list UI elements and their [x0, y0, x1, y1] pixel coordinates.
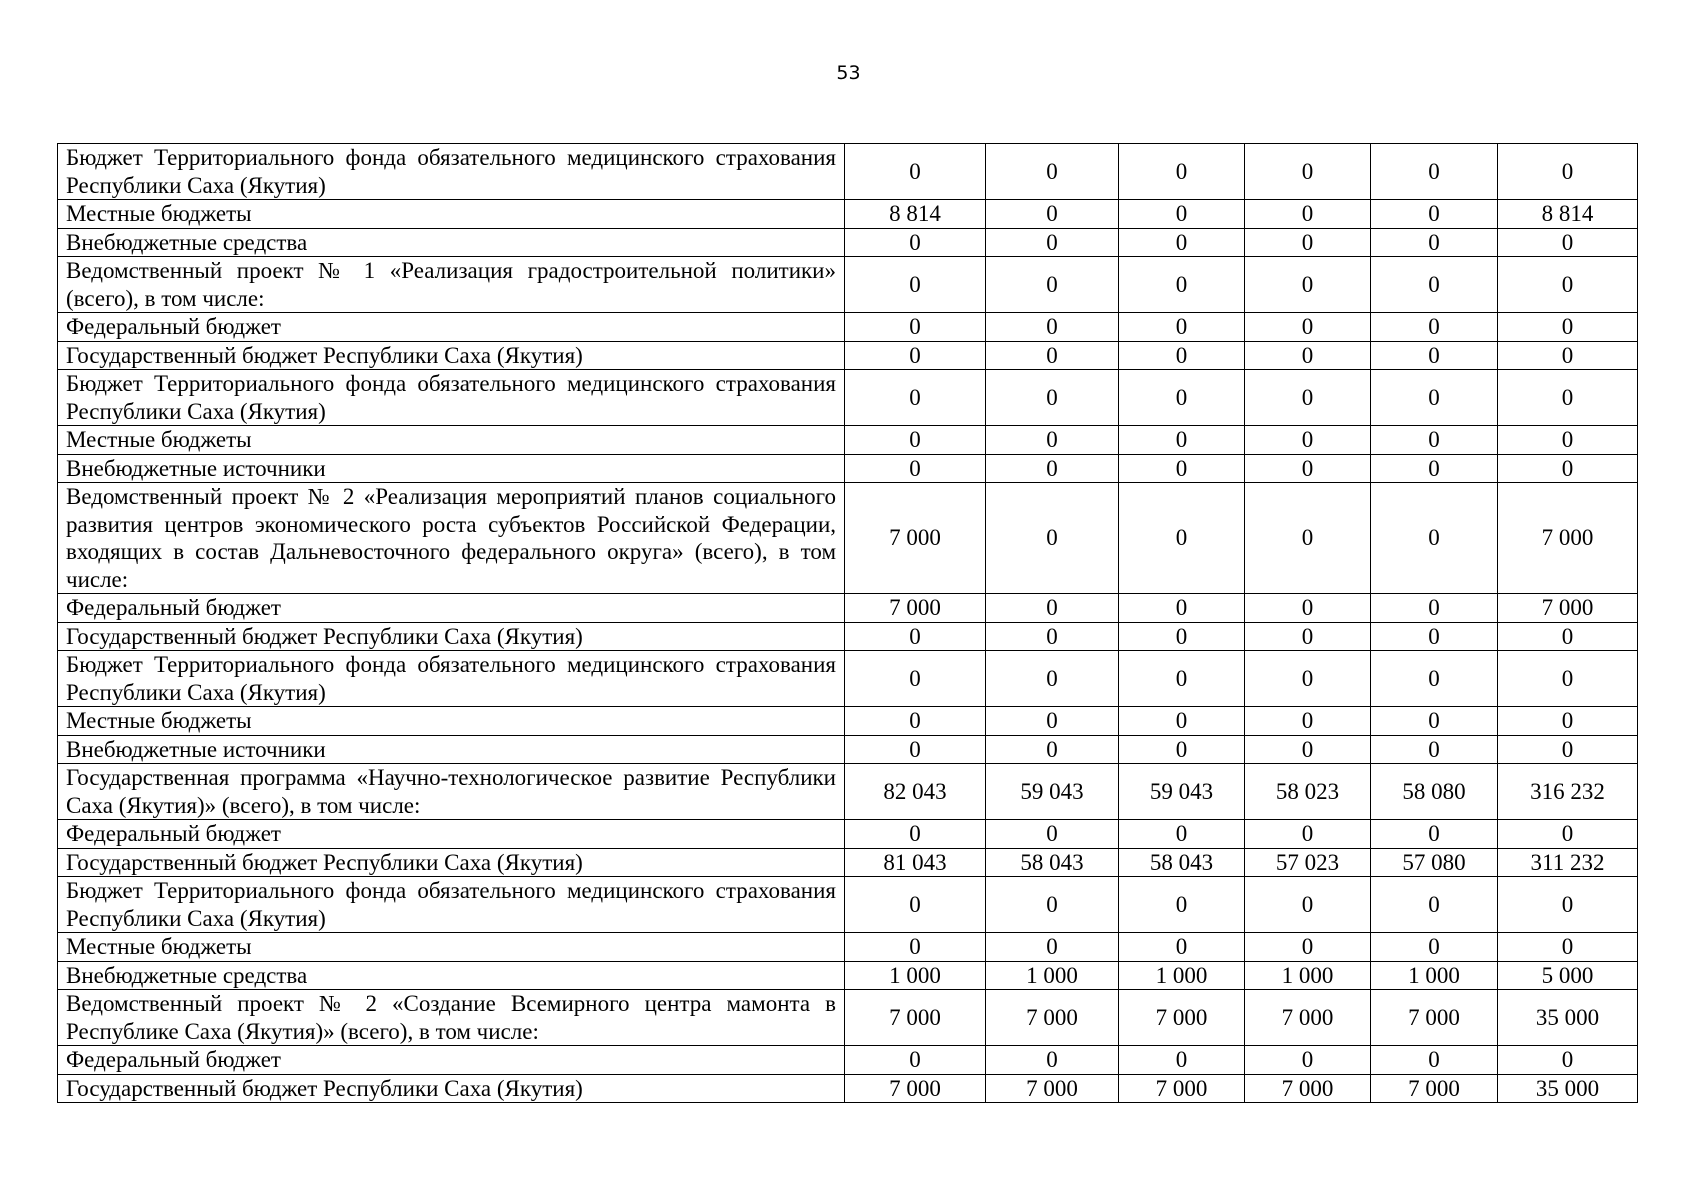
value-cell: 7 000 — [1371, 990, 1498, 1046]
row-label: Ведомственный проект № 1 «Реализация градостроительной политики» (всего), в том числе: — [58, 257, 845, 313]
value-cell: 1 000 — [845, 961, 986, 990]
value-cell: 0 — [845, 228, 986, 257]
value-cell: 0 — [986, 1046, 1119, 1075]
value-cell: 7 000 — [1119, 1074, 1245, 1103]
row-label: Бюджет Территориального фонда обязательного медицинского страхования Республики Саха (Якутия) — [58, 370, 845, 426]
value-cell: 0 — [1245, 1046, 1371, 1075]
value-cell: 0 — [1119, 483, 1245, 594]
value-cell: 0 — [986, 735, 1119, 764]
value-cell: 0 — [845, 144, 986, 200]
value-cell: 0 — [1245, 594, 1371, 623]
value-cell: 0 — [986, 651, 1119, 707]
table-body — [58, 144, 1638, 1103]
value-cell: 0 — [845, 933, 986, 962]
value-cell: 0 — [1245, 257, 1371, 313]
value-cell: 0 — [986, 426, 1119, 455]
value-cell: 0 — [1119, 228, 1245, 257]
value-cell: 311 232 — [1498, 848, 1638, 877]
value-cell: 81 043 — [845, 848, 986, 877]
table-row — [58, 961, 1638, 990]
row-label: Внебюджетные источники — [58, 454, 845, 483]
value-cell: 7 000 — [845, 1074, 986, 1103]
table-row — [58, 622, 1638, 651]
value-cell: 0 — [1119, 144, 1245, 200]
value-cell: 0 — [845, 341, 986, 370]
table-row — [58, 651, 1638, 707]
row-label: Местные бюджеты — [58, 426, 845, 455]
value-cell: 0 — [1371, 313, 1498, 342]
value-cell: 0 — [1498, 707, 1638, 736]
value-cell: 7 000 — [986, 1074, 1119, 1103]
value-cell: 0 — [1245, 144, 1371, 200]
table-row — [58, 1046, 1638, 1075]
value-cell: 0 — [1371, 735, 1498, 764]
table-row — [58, 820, 1638, 849]
value-cell: 0 — [1119, 877, 1245, 933]
value-cell: 0 — [986, 820, 1119, 849]
value-cell: 0 — [1498, 622, 1638, 651]
value-cell: 1 000 — [1245, 961, 1371, 990]
page-number: 53 — [836, 62, 861, 84]
value-cell: 0 — [845, 426, 986, 455]
table-row — [58, 426, 1638, 455]
value-cell: 0 — [1119, 820, 1245, 849]
value-cell: 0 — [845, 454, 986, 483]
value-cell: 0 — [1498, 370, 1638, 426]
value-cell: 0 — [1119, 313, 1245, 342]
row-label: Федеральный бюджет — [58, 820, 845, 849]
value-cell: 0 — [845, 313, 986, 342]
table-row — [58, 228, 1638, 257]
table-row — [58, 707, 1638, 736]
value-cell: 7 000 — [1245, 1074, 1371, 1103]
value-cell: 0 — [986, 144, 1119, 200]
value-cell: 0 — [1498, 144, 1638, 200]
row-label: Федеральный бюджет — [58, 594, 845, 623]
value-cell: 7 000 — [845, 483, 986, 594]
value-cell: 0 — [1245, 651, 1371, 707]
row-label: Ведомственный проект № 2 «Реализация мероприятий планов социального развития центров экономического роста субъектов Российской Федерации, входящих в состав Дальневосточного федерального округа» (всего), в том числе: — [58, 483, 845, 594]
value-cell: 0 — [1245, 933, 1371, 962]
value-cell: 0 — [986, 707, 1119, 736]
row-label: Внебюджетные средства — [58, 961, 845, 990]
value-cell: 0 — [1498, 1046, 1638, 1075]
value-cell: 0 — [1245, 313, 1371, 342]
value-cell: 0 — [1371, 341, 1498, 370]
value-cell: 7 000 — [986, 990, 1119, 1046]
value-cell: 0 — [1245, 735, 1371, 764]
table-row — [58, 594, 1638, 623]
table-row — [58, 341, 1638, 370]
row-label: Федеральный бюджет — [58, 313, 845, 342]
value-cell: 0 — [845, 707, 986, 736]
row-label: Бюджет Территориального фонда обязательного медицинского страхования Республики Саха (Якутия) — [58, 144, 845, 200]
value-cell: 1 000 — [1119, 961, 1245, 990]
table-row — [58, 313, 1638, 342]
value-cell: 0 — [1119, 594, 1245, 623]
value-cell: 0 — [845, 877, 986, 933]
budget-table — [57, 143, 1638, 1103]
value-cell: 0 — [845, 651, 986, 707]
value-cell: 0 — [986, 933, 1119, 962]
value-cell: 1 000 — [1371, 961, 1498, 990]
value-cell: 0 — [1371, 594, 1498, 623]
value-cell: 35 000 — [1498, 1074, 1638, 1103]
value-cell: 0 — [845, 1046, 986, 1075]
value-cell: 0 — [1371, 1046, 1498, 1075]
value-cell: 0 — [1371, 454, 1498, 483]
table-row — [58, 764, 1638, 820]
value-cell: 0 — [1245, 877, 1371, 933]
row-label: Государственная программа «Научно-технологическое развитие Республики Саха (Якутия)» (всего), в том числе: — [58, 764, 845, 820]
value-cell: 0 — [845, 370, 986, 426]
value-cell: 0 — [986, 483, 1119, 594]
value-cell: 1 000 — [986, 961, 1119, 990]
row-label: Бюджет Территориального фонда обязательного медицинского страхования Республики Саха (Якутия) — [58, 877, 845, 933]
value-cell: 0 — [1371, 483, 1498, 594]
value-cell: 7 000 — [1498, 483, 1638, 594]
value-cell: 82 043 — [845, 764, 986, 820]
value-cell: 0 — [1498, 341, 1638, 370]
value-cell: 5 000 — [1498, 961, 1638, 990]
value-cell: 0 — [1245, 622, 1371, 651]
value-cell: 0 — [1371, 257, 1498, 313]
value-cell: 0 — [1245, 426, 1371, 455]
value-cell: 59 043 — [986, 764, 1119, 820]
value-cell: 0 — [1119, 257, 1245, 313]
value-cell: 8 814 — [845, 200, 986, 229]
row-label: Государственный бюджет Республики Саха (Якутия) — [58, 622, 845, 651]
value-cell: 0 — [1498, 820, 1638, 849]
value-cell: 0 — [1498, 933, 1638, 962]
value-cell: 0 — [986, 313, 1119, 342]
value-cell: 0 — [845, 257, 986, 313]
value-cell: 8 814 — [1498, 200, 1638, 229]
value-cell: 0 — [1245, 454, 1371, 483]
value-cell: 0 — [1371, 707, 1498, 736]
value-cell: 0 — [1245, 707, 1371, 736]
value-cell: 0 — [1119, 200, 1245, 229]
value-cell: 0 — [1498, 426, 1638, 455]
value-cell: 0 — [1119, 426, 1245, 455]
value-cell: 0 — [1119, 370, 1245, 426]
value-cell: 0 — [986, 454, 1119, 483]
value-cell: 0 — [986, 877, 1119, 933]
table-row — [58, 200, 1638, 229]
value-cell: 7 000 — [845, 990, 986, 1046]
value-cell: 0 — [1371, 877, 1498, 933]
value-cell: 0 — [845, 820, 986, 849]
value-cell: 0 — [986, 622, 1119, 651]
value-cell: 0 — [1245, 820, 1371, 849]
value-cell: 0 — [1119, 933, 1245, 962]
value-cell: 0 — [1371, 228, 1498, 257]
value-cell: 0 — [1371, 820, 1498, 849]
value-cell: 0 — [1371, 651, 1498, 707]
table-row — [58, 483, 1638, 594]
value-cell: 0 — [986, 341, 1119, 370]
value-cell: 58 043 — [986, 848, 1119, 877]
value-cell: 0 — [1245, 228, 1371, 257]
row-label: Государственный бюджет Республики Саха (Якутия) — [58, 1074, 845, 1103]
row-label: Ведомственный проект № 2 «Создание Всемирного центра мамонта в Республике Саха (Якутия)» (всего), в том числе: — [58, 990, 845, 1046]
value-cell: 59 043 — [1119, 764, 1245, 820]
table-row — [58, 144, 1638, 200]
value-cell: 7 000 — [845, 594, 986, 623]
value-cell: 0 — [1371, 144, 1498, 200]
table-row — [58, 257, 1638, 313]
value-cell: 58 080 — [1371, 764, 1498, 820]
row-label: Федеральный бюджет — [58, 1046, 845, 1075]
value-cell: 58 023 — [1245, 764, 1371, 820]
row-label: Государственный бюджет Республики Саха (Якутия) — [58, 341, 845, 370]
value-cell: 0 — [1245, 483, 1371, 594]
value-cell: 0 — [845, 735, 986, 764]
value-cell: 0 — [1498, 313, 1638, 342]
value-cell: 0 — [986, 594, 1119, 623]
value-cell: 0 — [986, 228, 1119, 257]
value-cell: 7 000 — [1119, 990, 1245, 1046]
value-cell: 0 — [1498, 877, 1638, 933]
table-row — [58, 370, 1638, 426]
value-cell: 0 — [1371, 370, 1498, 426]
row-label: Местные бюджеты — [58, 200, 845, 229]
value-cell: 0 — [1498, 735, 1638, 764]
value-cell: 0 — [1119, 651, 1245, 707]
value-cell: 7 000 — [1245, 990, 1371, 1046]
value-cell: 57 023 — [1245, 848, 1371, 877]
value-cell: 0 — [986, 200, 1119, 229]
value-cell: 316 232 — [1498, 764, 1638, 820]
value-cell: 0 — [1119, 1046, 1245, 1075]
value-cell: 0 — [1371, 933, 1498, 962]
row-label: Государственный бюджет Республики Саха (Якутия) — [58, 848, 845, 877]
value-cell: 0 — [1498, 257, 1638, 313]
value-cell: 0 — [1498, 454, 1638, 483]
value-cell: 57 080 — [1371, 848, 1498, 877]
value-cell: 7 000 — [1371, 1074, 1498, 1103]
value-cell: 0 — [986, 257, 1119, 313]
table-row — [58, 933, 1638, 962]
table-row — [58, 1074, 1638, 1103]
table-row — [58, 848, 1638, 877]
value-cell: 0 — [1119, 341, 1245, 370]
value-cell: 0 — [1119, 622, 1245, 651]
table-row — [58, 735, 1638, 764]
row-label: Внебюджетные средства — [58, 228, 845, 257]
value-cell: 35 000 — [1498, 990, 1638, 1046]
table-row — [58, 990, 1638, 1046]
value-cell: 7 000 — [1498, 594, 1638, 623]
row-label: Внебюджетные источники — [58, 735, 845, 764]
row-label: Местные бюджеты — [58, 707, 845, 736]
value-cell: 0 — [1498, 228, 1638, 257]
table-row — [58, 877, 1638, 933]
value-cell: 0 — [986, 370, 1119, 426]
value-cell: 0 — [1498, 651, 1638, 707]
value-cell: 0 — [1119, 454, 1245, 483]
table-row — [58, 454, 1638, 483]
value-cell: 0 — [1245, 200, 1371, 229]
row-label: Бюджет Территориального фонда обязательного медицинского страхования Республики Саха (Якутия) — [58, 651, 845, 707]
value-cell: 0 — [845, 622, 986, 651]
value-cell: 0 — [1245, 341, 1371, 370]
row-label: Местные бюджеты — [58, 933, 845, 962]
value-cell: 0 — [1119, 707, 1245, 736]
value-cell: 0 — [1371, 622, 1498, 651]
value-cell: 58 043 — [1119, 848, 1245, 877]
value-cell: 0 — [1371, 426, 1498, 455]
value-cell: 0 — [1119, 735, 1245, 764]
value-cell: 0 — [1245, 370, 1371, 426]
value-cell: 0 — [1371, 200, 1498, 229]
